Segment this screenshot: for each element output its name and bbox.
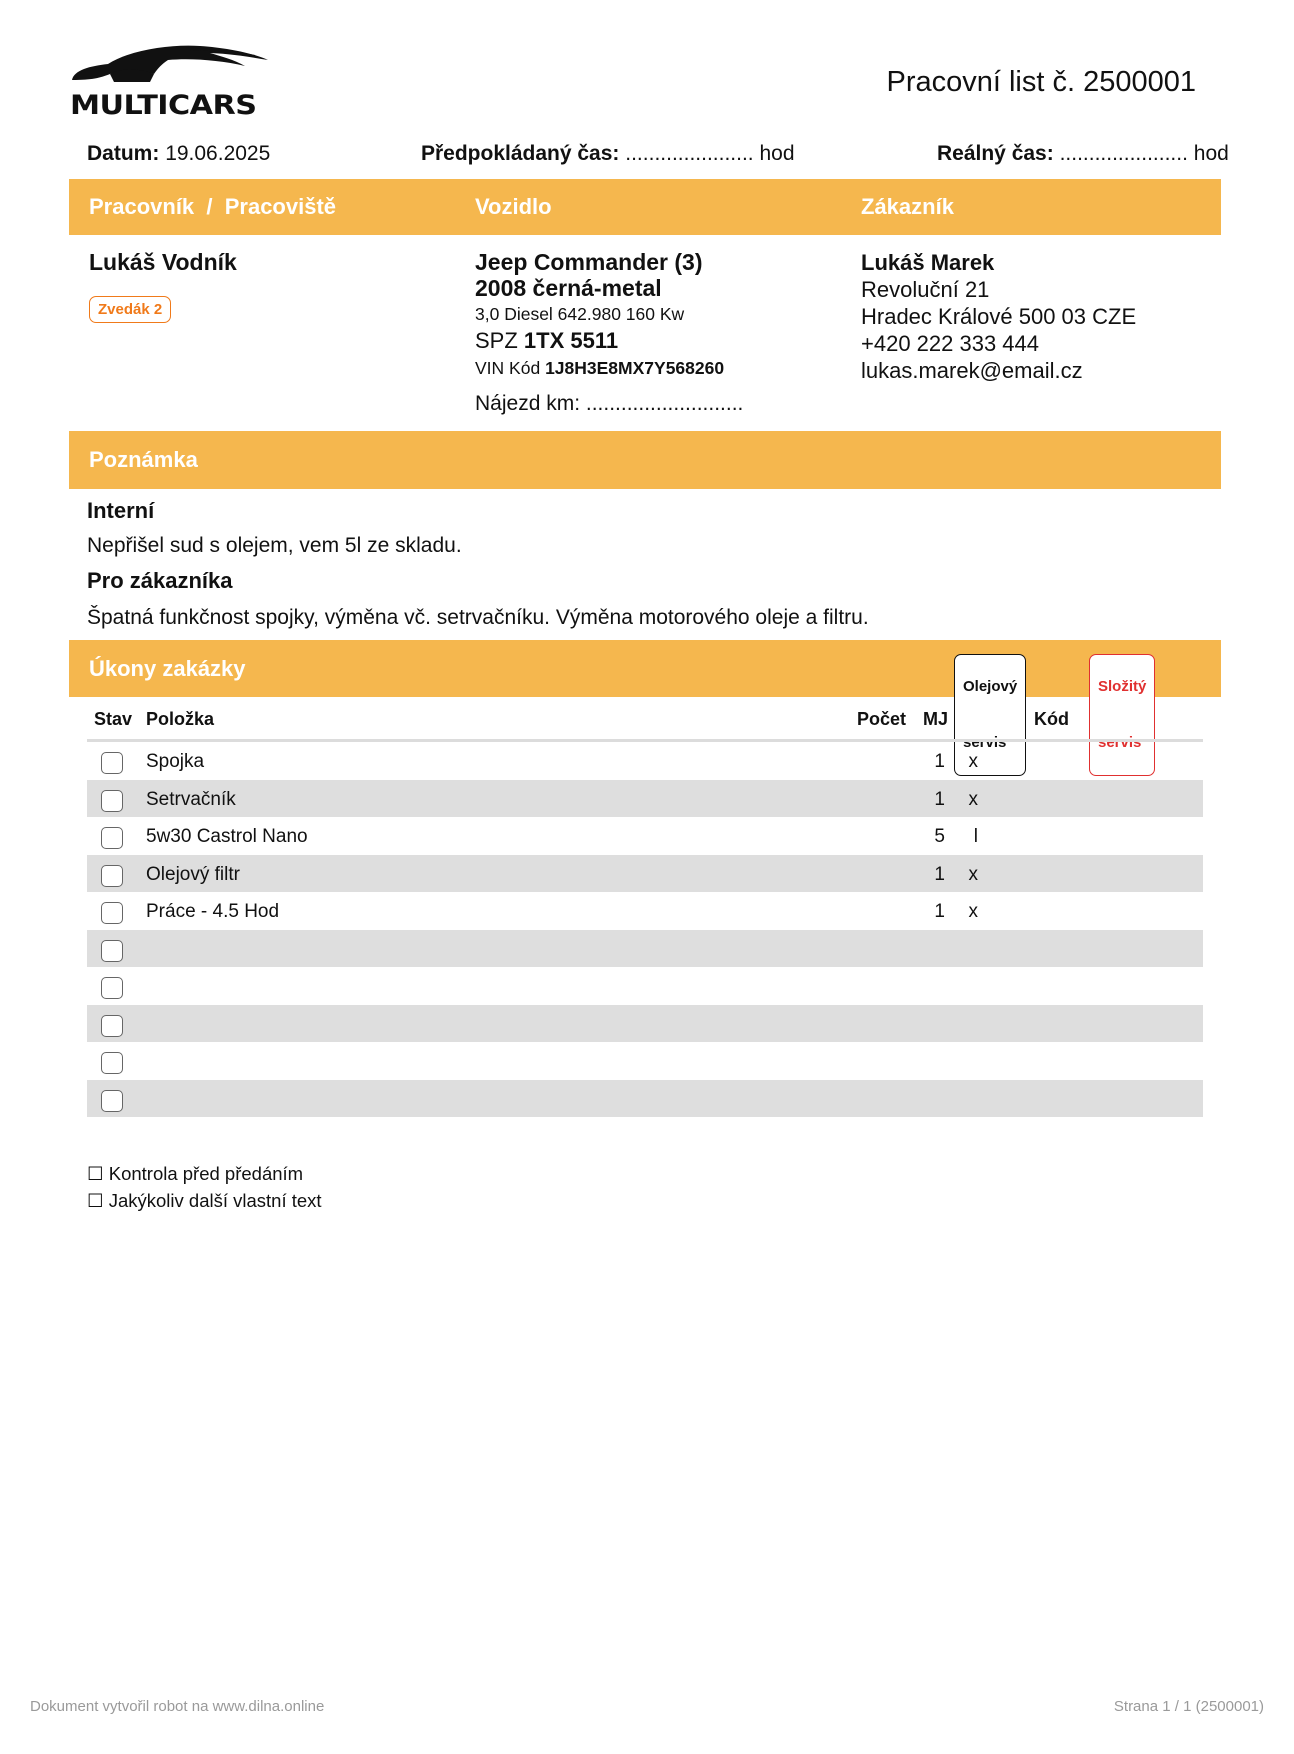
vehicle-vin	[475, 355, 743, 381]
status-checkbox[interactable]	[101, 977, 123, 999]
table-row	[87, 1080, 1203, 1118]
estimated-time-label: Předpokládaný čas:	[421, 142, 620, 165]
date-label: Datum:	[87, 142, 160, 165]
table-row	[87, 817, 1203, 855]
item-unit: x	[968, 863, 978, 885]
item-count: 1	[934, 788, 945, 810]
tasks-title: Úkony zakázky	[89, 656, 246, 681]
real-time-label: Reálný čas:	[937, 142, 1054, 165]
item-name: 5w30 Castrol Nano	[146, 826, 308, 847]
estimated-time-field	[421, 142, 795, 166]
tag-oil-service-label: Olejový servis	[954, 654, 1026, 776]
table-row	[87, 892, 1203, 930]
real-time-field	[937, 142, 1229, 166]
item-name: Práce - 4.5 Hod	[146, 901, 280, 922]
worker-name: Lukáš Vodník	[89, 249, 237, 275]
customer-phone: +420 222 333 444	[861, 331, 1040, 356]
table-row	[87, 780, 1203, 818]
table-row	[87, 1042, 1203, 1080]
tasks-table	[87, 739, 1203, 1117]
status-checkbox[interactable]	[101, 1052, 123, 1074]
item-name: Setrvačník	[146, 788, 236, 810]
status-checkbox[interactable]	[101, 790, 123, 812]
spz-label: SPZ	[475, 328, 518, 353]
workplace-badge-label: Zvedák 2	[89, 296, 171, 323]
vehicle-info	[475, 249, 743, 417]
col-header-mj: MJ	[923, 709, 949, 729]
col-header-stav: Stav	[94, 709, 133, 729]
item-unit: x	[968, 751, 978, 772]
logo-text: MULTICARS	[70, 90, 257, 121]
info-header-bar	[69, 179, 1221, 235]
vin-label: VIN Kód	[475, 358, 541, 378]
checklist-item-custom[interactable]: ☐ Jakýkoliv další vlastní text	[87, 1190, 322, 1211]
status-checkbox[interactable]	[101, 827, 123, 849]
tag-complex-service-label: Složitý servis	[1089, 654, 1155, 776]
estimated-time-value: ...................... hod	[625, 142, 795, 165]
note-customer-label: Pro zákazníka	[87, 568, 233, 593]
vin-value: 1J8H3E8MX7Y568260	[545, 358, 725, 378]
customer-info	[861, 249, 1136, 384]
date-field	[87, 142, 270, 166]
real-time-value: ...................... hod	[1059, 142, 1229, 165]
note-header-bar	[69, 431, 1221, 489]
vehicle-model: Jeep Commander (3)	[475, 249, 703, 275]
note-customer-text: Špatná funkčnost spojky, výměna vč. setrvačníku. Výměna motorového oleje a filtru.	[87, 606, 869, 629]
vehicle-mileage: Nájezd km: ...........................	[475, 392, 744, 415]
status-checkbox[interactable]	[101, 940, 123, 962]
item-name: Olejový filtr	[146, 863, 240, 885]
status-checkbox[interactable]	[101, 865, 123, 887]
vehicle-year-color: 2008 černá-metal	[475, 275, 662, 301]
item-count: 5	[934, 826, 945, 847]
item-count: 1	[934, 901, 945, 922]
customer-city: Hradec Králové 500 03 CZE	[861, 304, 1137, 329]
vehicle-spz	[475, 327, 743, 355]
item-unit: l	[973, 826, 978, 847]
spz-value: 1TX 5511	[523, 328, 619, 353]
item-count: 1	[934, 863, 945, 885]
vehicle-header: Vozidlo	[475, 194, 552, 219]
customer-email: lukas.marek@email.cz	[861, 358, 1083, 383]
customer-name: Lukáš Marek	[861, 250, 995, 275]
customer-street: Revoluční 21	[861, 277, 990, 302]
company-logo	[70, 40, 275, 122]
vehicle-engine: 3,0 Diesel 642.980 160 Kw	[475, 304, 685, 324]
car-silhouette-icon	[70, 40, 275, 92]
note-title: Poznámka	[89, 447, 198, 472]
table-row	[87, 1005, 1203, 1043]
table-row	[87, 967, 1203, 1005]
workplace-badge	[89, 296, 171, 323]
table-row	[87, 855, 1203, 893]
footer-page-number: Strana 1 / 1 (2500001)	[1113, 1698, 1264, 1715]
item-count: 1	[934, 751, 945, 772]
note-internal-label: Interní	[87, 498, 155, 523]
note-internal-text: Nepřišel sud s olejem, vem 5l ze skladu.	[87, 534, 462, 557]
status-checkbox[interactable]	[101, 1090, 123, 1112]
col-header-polozka: Položka	[146, 709, 215, 729]
date-value: 19.06.2025	[165, 142, 271, 165]
status-checkbox[interactable]	[101, 902, 123, 924]
table-row	[87, 930, 1203, 968]
document-title: Pracovní list č. 2500001	[886, 66, 1196, 98]
status-checkbox[interactable]	[101, 1015, 123, 1037]
footer-generator-note: Dokument vytvořil robot na www.dilna.online	[30, 1698, 325, 1715]
checklist-item-handover[interactable]: ☐ Kontrola před předáním	[87, 1163, 304, 1184]
item-name: Spojka	[146, 751, 205, 772]
col-header-kod: Kód	[1034, 709, 1069, 729]
customer-header: Zákazník	[861, 194, 954, 219]
status-checkbox[interactable]	[101, 752, 123, 774]
item-unit: x	[968, 788, 978, 810]
col-header-pocet: Počet	[857, 709, 907, 729]
item-unit: x	[968, 901, 978, 922]
worker-header: Pracovník / Pracoviště	[89, 194, 337, 219]
table-row	[87, 742, 1203, 780]
